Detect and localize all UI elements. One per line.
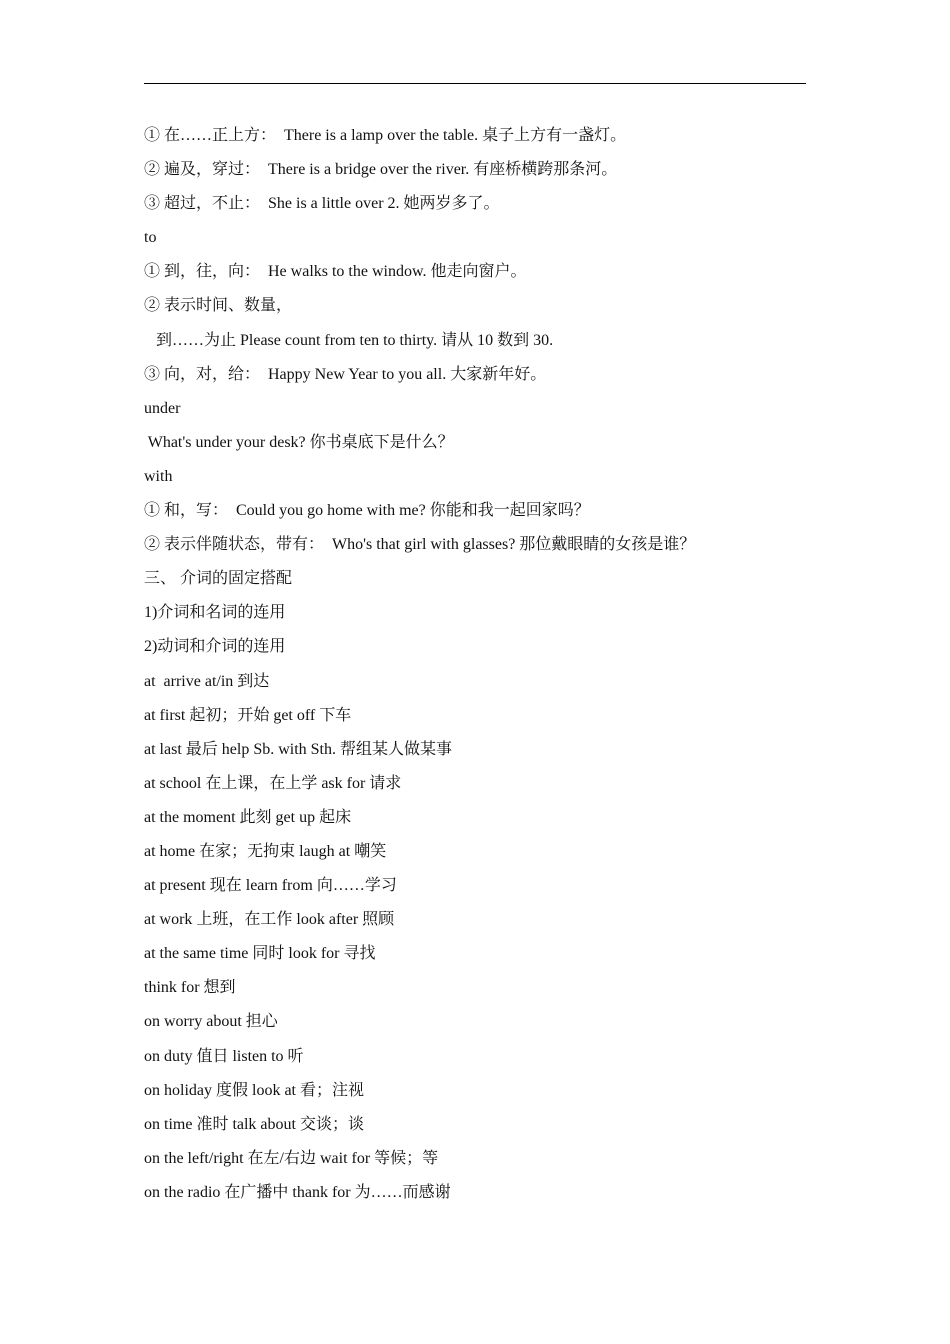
text-line: ③ 超过，不止： She is a little over 2. 她两岁多了。 bbox=[144, 195, 500, 213]
text-line: ① 和，写： Could you go home with me? 你能和我一起回家吗？ bbox=[144, 502, 590, 520]
text-line: 到……为止 Please count from ten to thirty. 请从 10 数到 30. bbox=[144, 331, 554, 349]
phrase-line: at the same time 同时 look for 寻找 bbox=[144, 945, 376, 963]
header-rule bbox=[144, 83, 806, 84]
subsection-heading: 1)介词和名词的连用 bbox=[144, 604, 286, 622]
text-line: ① 到，往，向： He walks to the window. 他走向窗户。 bbox=[144, 263, 527, 281]
text-line: ① 在……正上方： There is a lamp over the table. 桌子上方有一盏灯。 bbox=[144, 127, 627, 144]
document-body bbox=[144, 124, 824, 1215]
phrase-line: at school 在上课，在上学 ask for 请求 bbox=[144, 774, 402, 792]
phrase-line: on the left/right 在左/右边 wait for 等候；等 bbox=[144, 1149, 439, 1167]
text-line: ② 表示伴随状态，带有： Who's that girl with glasses? 那位戴眼睛的女孩是谁？ bbox=[144, 536, 696, 554]
section-word-with: with bbox=[144, 467, 173, 485]
phrase-line: on duty 值日 listen to 听 bbox=[144, 1047, 304, 1065]
phrase-line: at work 上班，在工作 look after 照顾 bbox=[144, 911, 395, 929]
phrase-line: at arrive at/in 到达 bbox=[144, 672, 270, 690]
text-line: What's under your desk? 你书桌底下是什么？ bbox=[144, 433, 454, 451]
text-line: ② 遍及，穿过： There is a bridge over the river. 有座桥横跨那条河。 bbox=[144, 161, 618, 179]
phrase-line: at home 在家；无拘束 laugh at 嘲笑 bbox=[144, 842, 387, 860]
section-word-under: under bbox=[144, 399, 181, 417]
phrase-line: at the moment 此刻 get up 起床 bbox=[144, 808, 352, 826]
phrase-line: at first 起初；开始 get off 下车 bbox=[144, 706, 352, 724]
text-line: ③ 向，对，给： Happy New Year to you all. 大家新年好。 bbox=[144, 365, 547, 383]
phrase-line: on the radio 在广播中 thank for 为……而感谢 bbox=[144, 1183, 451, 1201]
section-word-to: to bbox=[144, 229, 157, 247]
phrase-line: think for 想到 bbox=[144, 979, 236, 997]
phrase-line: at present 现在 learn from 向……学习 bbox=[144, 877, 397, 895]
subsection-heading: 2)动词和介词的连用 bbox=[144, 638, 286, 656]
text-line: ② 表示时间、数量， bbox=[144, 297, 293, 315]
phrase-line: on time 准时 talk about 交谈；谈 bbox=[144, 1115, 364, 1133]
phrase-line: on holiday 度假 look at 看；注视 bbox=[144, 1081, 364, 1099]
phrase-line: on worry about 担心 bbox=[144, 1013, 278, 1031]
phrase-line: at last 最后 help Sb. with Sth. 帮组某人做某事 bbox=[144, 740, 453, 758]
section-heading: 三、 介词的固定搭配 bbox=[144, 570, 293, 588]
